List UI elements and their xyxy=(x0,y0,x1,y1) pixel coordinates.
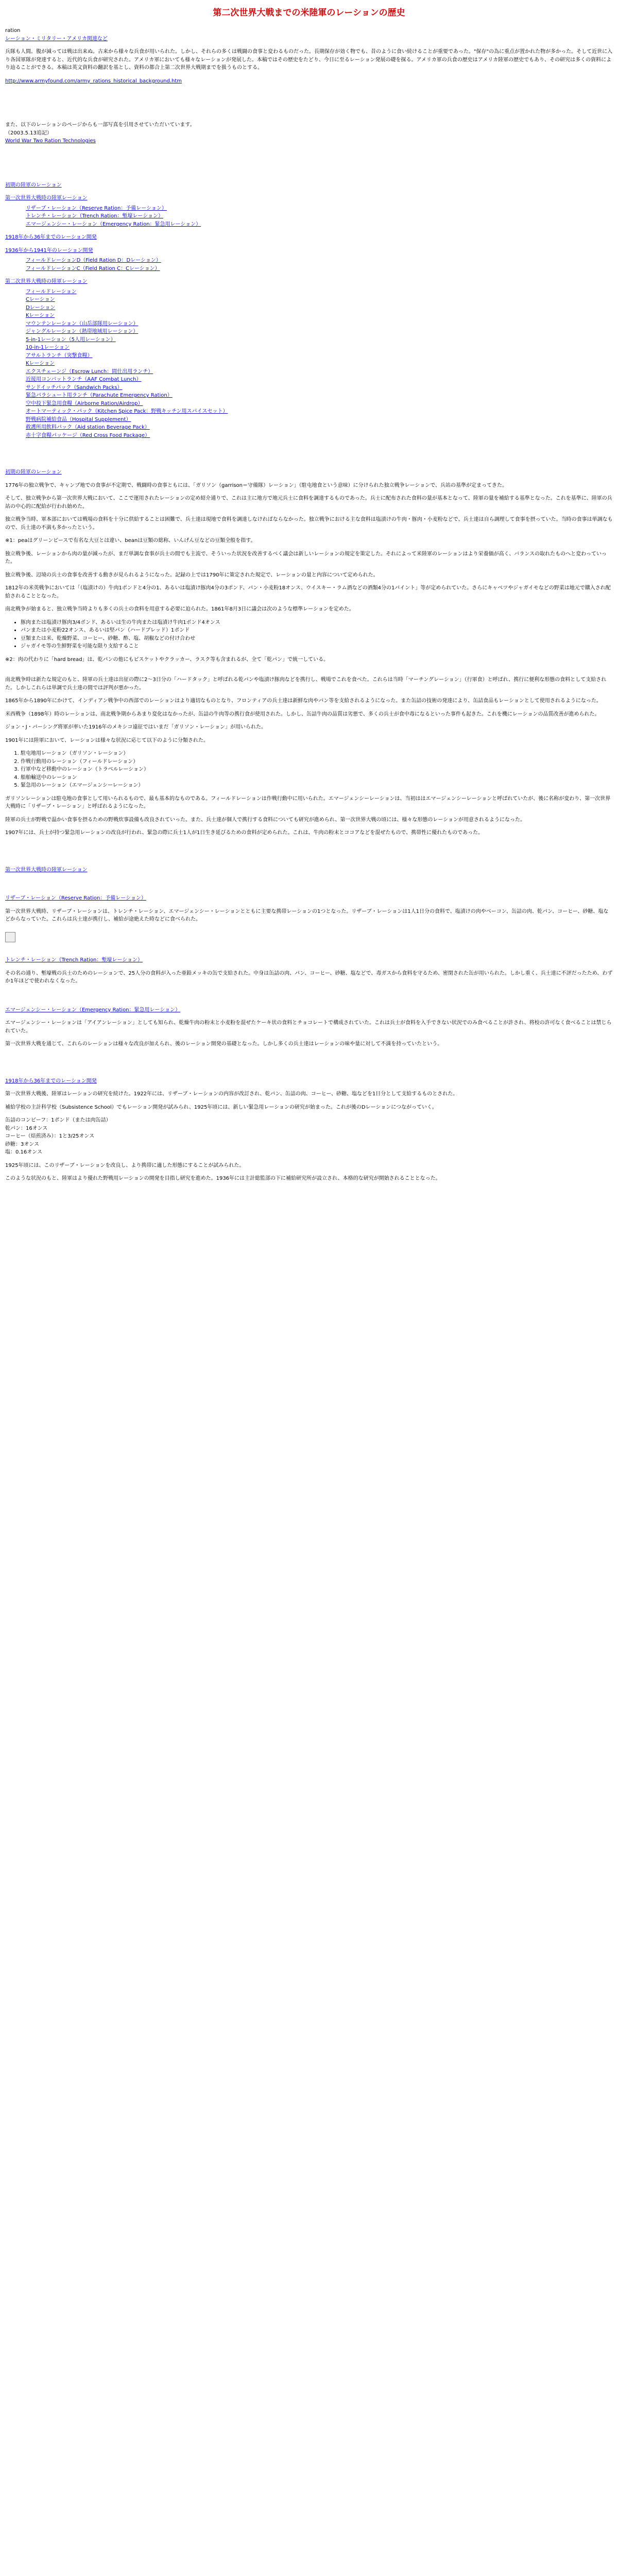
subsection-heading-reserve[interactable]: リザーブ・レーション（Reserve Ration：予備レーション） xyxy=(5,895,146,902)
s1-paragraph: 陸軍の兵士が野戦で温かい食事を摂るための野戦炊事設備も改良されていった。また、兵士達が個人で携行する食料についても研究が進められ、第一次世界大戦の頃には、様々な形態のレーションが用意されるようになった。 xyxy=(5,817,525,823)
toc-link-ww2-item[interactable]: 赤十字食糧パッケージ（Red Cross Food Package） xyxy=(26,432,150,438)
toc-link-ww1[interactable]: 第一次世界大戦時の陸軍レーション xyxy=(5,195,88,201)
toc-link-1918-1936[interactable]: 1918年から36年までのレーション開発 xyxy=(5,234,97,241)
list-item: • 豚肉または塩漬け豚肉3/4ポンド、あるいは生の牛肉または塩漬け牛肉1ポンド4オンス xyxy=(21,619,613,627)
toc-link-ww2-item[interactable]: Dレーション xyxy=(26,304,56,311)
note1-link[interactable]: World War Two Ration Technologies xyxy=(5,138,96,144)
toc-link-ww2-item[interactable]: 近接用コンバットランチ（AAF Combat Lunch） xyxy=(26,377,142,383)
s1-paragraph: 1776年の独立戦争で、キャンプ地での食事が不定期で、戦闘時の食事ともには、「ガリソン（garrison＝守備隊）レーション」（駐屯地食という意味）に分けられた独立戦争レーションで、兵站の基準が定まってきた。 xyxy=(5,482,508,488)
s1-paragraph: ジョン・J・パーシング将軍が率いた1916年のメキシコ遠征ではいまだ「ガリソン・レーション」が用いられた。 xyxy=(5,724,267,731)
section-heading-1918-1936[interactable]: 1918年から36年までのレーション開発 xyxy=(5,1078,97,1084)
s1-ration-categories xyxy=(5,750,613,790)
note1-date: （2003.5.13追記） xyxy=(5,130,52,136)
subsection-heading-emergency[interactable]: エマージェンシー・レーション（Emergency Ration：緊急用レーション） xyxy=(5,1007,181,1013)
toc-link-ww2-item[interactable]: Kレーション xyxy=(26,313,55,319)
toc-link-ww2-item[interactable]: 空中投下緊急用食糧（Airborne Ration/Airdrop） xyxy=(26,400,143,406)
table-of-contents xyxy=(5,181,613,440)
toc-link-ww2-item[interactable]: オートマーティック・パック（Kitchen Spice Pack：野戦キッチン用スパイスセット） xyxy=(26,409,228,415)
document-page xyxy=(0,0,618,1183)
s3-ration-item: 塩：0.16オンス xyxy=(5,1149,42,1156)
toc-link-ww2-item[interactable]: サンドイッチパック（Sandwich Packs） xyxy=(26,384,123,391)
s2-paragraph: エマージェンシー・レーションは「アイアンレーション」としても知られ、乾燥牛肉の粉末と小麦粉を混ぜたケーキ状の食料とチョコレートで構成されていた。これは兵士が食料を入手できない状況でのみ食べることが許され、将校の許可なく食べることは禁じられていた。 xyxy=(5,1020,612,1034)
toc-link-ww2-item[interactable]: マウンテンレーション（山岳部隊用レーション） xyxy=(26,320,139,327)
list-item: 1. 駐屯地用レーション（ガリソン・レーション） xyxy=(21,750,613,758)
toc-link-trench-ration[interactable]: トレンチ・レーション（Trench Ration：塹壕レーション） xyxy=(26,213,163,219)
s1-note: ※2：肉の代わりに「hard bread」は、乾パンの他にもビスケットやクラッカー、ラスク等も含まれるが、全て「乾パン」で統一している。 xyxy=(5,656,329,663)
s1-paragraph: 1907年には、兵士が持つ緊急用レーションの改良が行われ、緊急の際に兵士1人が1日生き延びるための食料が定められた。これは、牛肉の粉末とココアなどを混ぜたもので、携帯性に優れたものであった。 xyxy=(5,830,484,836)
page-title: 第二次世界大戦までの米陸軍のレーションの歴史 xyxy=(213,8,405,18)
toc-section-5 xyxy=(5,278,613,439)
s2-paragraph: 第一次世界大戦時、リザーブ・レーションは、トレンチ・レーション、エマージェンシー・レーションとともに主要な携帯レーションの1つとなった。リザーブ・レーションは1人1日分の食料で、塩漬けの肉やベーコン、缶詰の肉、乾パン、コーヒー、砂糖、塩などからなっていた。これらは兵士達が携行し、補給が途絶えた時などに食べられた。 xyxy=(5,908,609,923)
toc-link-ww2-item[interactable]: エクスチェーンジ（Escrow Lunch：間仕出用ランチ） xyxy=(26,368,153,375)
s1-paragraph: 1865年から1890年にかけて、インディアン戦争中の西部でのレーションはより適切なものとなり、フロンティアの兵士達は新鮮な肉やパン等を支給されるようになった。また缶詰の技術の発達により、缶詰食品もレーションとして使用されるようになった。 xyxy=(5,698,602,704)
s3-paragraph: 1925年頃には、このリザーブ・レーションを改良し、より携帯に適した形態にすることが試みられた。 xyxy=(5,1162,245,1168)
list-item: • パンまたは小麦粉22オンス、あるいは堅パン（ハードブレッド）1ポンド xyxy=(21,626,613,635)
site-subtitle-link[interactable]: レーション・ミリタリー・アメリカ関連など xyxy=(5,36,108,42)
list-item: • ジャガイモ等の生鮮野菜を可能な限り支給すること xyxy=(21,642,613,651)
toc-link-d-ration[interactable]: フィールドレーションD（Field Ration D：Dレーション） xyxy=(26,258,161,264)
s1-bullet-list xyxy=(5,619,613,651)
subsection-heading-trench[interactable]: トレンチ・レーション（Trench Ration：塹壕レーション） xyxy=(5,957,143,963)
s3-ration-item: 缶詰のコンビーフ：1ポンド（または肉缶詰） xyxy=(5,1117,111,1124)
broken-image-icon xyxy=(5,932,15,942)
s2-paragraph: 第一次世界大戦を通じて、これらのレーションは様々な改良が加えられ、後のレーション開発の基礎となった。しかし多くの兵士達はレーションの味や量に対して不満を持っていたという。 xyxy=(5,1041,443,1047)
toc-link-ww2-item[interactable]: 野戦病院補給食品（Hospital Supplement） xyxy=(26,416,131,422)
toc-link-ww2-item[interactable]: ジャングルレーション（熱帯地域用レーション） xyxy=(26,329,139,335)
toc-link-ww2-item[interactable]: 救護所用飲料パック（Aid station Beverage Pack） xyxy=(26,425,150,431)
s1-paragraph: 1812年の米英戦争においては「（塩漬けの）牛肉1ポンドと4分の1、あるいは塩漬け豚肉4分の3ポンド、パン・小麦粉18オンス、ウイスキー・ラム酒などの酒類4分の1パイント」等が定められていた。さらにキャベツやジャガイモなどの野菜は地元で購入され配給されることとなった。 xyxy=(5,585,611,599)
s1-paragraph: 独立戦争当時、軍本部においては戦場の食料を十分に供給することは困難で、兵士達は現地で食料を調達しなければならなかった。独立戦争における主な食料は塩漬けの牛肉・豚肉・小麦粉などで、兵士達は自ら調理して食事を摂っていた。当時の食事は単調なもので、兵士達の不満も多かったという。 xyxy=(5,517,613,531)
toc-section-2 xyxy=(5,194,613,228)
site-name: ration xyxy=(5,28,21,34)
s1-paragraph: 米西戦争（1898年）時のレーションは、南北戦争期からあまり変化はなかったが、缶詰の牛肉等の携行食が使用された。しかし、缶詰牛肉の品質は劣悪で、多くの兵士が食中毒になるといった事件も起きた。これを機にレーションの品質改善が進められた。 xyxy=(5,711,600,717)
toc-link-ww2-item[interactable]: アサルトランチ（突撃食糧） xyxy=(26,352,93,359)
intro-paragraph: 兵隊も人間。腹が減っては戦は出来ぬ。古来から様々な兵食が用いられた。しかし、それらの多くは戦闘の食事と変わるものだった。長期保存が効く物でも、昔のように食い続けることが重要であった。"保存"の為に重点が置かれた物が多かった。そして近世に入り各国軍隊が発達すると、近代的な兵食が研究された。アメリカ軍においても様々なレーションが発展した。本稿ではその歴史をたどり、今日に至るレーション発展の礎を探る。アメリカ軍の兵食の歴史はアメリカ陸軍の歴史でもあり、その研究は多くの資料により辿ることができる。本稿は英文資料の翻訳を基とし、資料の都合上第二次世界大戦期までを扱うものとする。 xyxy=(5,49,613,71)
s3-ration-item: 砂糖：3オンス xyxy=(5,1141,40,1147)
toc-link-ww2-item[interactable]: フィールドレーション xyxy=(26,289,77,295)
list-item: 3. 行軍中など移動中のレーション（トラベルレーション） xyxy=(21,766,613,774)
toc-link-ww2[interactable]: 第二次世界大戦時の陸軍レーション xyxy=(5,279,88,285)
s3-ration-item: コーヒー（焙煎済み）：1と3/25オンス xyxy=(5,1133,95,1140)
s1-footnote: ※1：peaはグリーンピースで有名な大豆とは違い、beanは豆類の総称、いんげん豆などの豆類全般を指す。 xyxy=(5,538,256,544)
s1-paragraph: 南北戦争時は新たな規定のもと、陸軍の兵士達は出征の際に2〜3日分の「ハードタック」と呼ばれる乾パンや塩漬け豚肉などを携行し、戦場でこれを食べた。これらは当時「マーチングレーション」（行軍食）と呼ばれ、携行に便利な形態の食料として支給された。しかしこれらは単調で兵士達の間では評判が悪かった。 xyxy=(5,677,607,691)
list-item: • 豆類または米、乾燥野菜、コーヒー、砂糖、酢、塩、胡椒などの付け合わせ xyxy=(21,635,613,643)
toc-section-3 xyxy=(5,233,613,242)
list-item: 4. 船舶輸送中のレーション xyxy=(21,774,613,782)
section-heading-early[interactable]: 初期の陸軍のレーション xyxy=(5,469,62,476)
toc-link-ww2-item[interactable]: 10-in-1レーション xyxy=(26,345,70,351)
toc-link-ww2-item[interactable]: Cレーション xyxy=(26,297,55,303)
section-heading-ww1[interactable]: 第一次世界大戦時の陸軍レーション xyxy=(5,867,88,873)
s2-paragraph: その名の通り、塹壕戦の兵士のためのレーションで、25人分の食料が入った亜鉛メッキの缶で支給された。中身は缶詰の肉、パン、コーヒー、砂糖、塩などで、毒ガスから食料を守るため、密閉された缶が用いられた。しかし重く、兵士達に不評だったため、わずか1年ほどで使われなくなった。 xyxy=(5,970,613,985)
list-item: 5. 緊急用のレーション（エマージェンシーレーション） xyxy=(21,782,613,790)
toc-link-1936-1941[interactable]: 1936年から1941年のレーション開発 xyxy=(5,247,93,253)
s1-paragraph: 独立戦争後、レーションから肉の量が減ったが、まだ単調な食事が兵士の間でも主流で、そういった状況を改善するべく議会は新しいレーションの規定を策定した。それによって米陸軍のレーションはより栄養価が高く、バランスの取れたものへと変わっていった。 xyxy=(5,551,607,565)
s1-paragraph: 独立戦争後、辺境の兵士の食事を改善する動きが見られるようになった。記録の上では1790年に策定された規定で、レーションの量と内容について定められた。 xyxy=(5,572,379,578)
toc-link-ww2-item[interactable]: 緊急パラシュート用ランチ（Parachute Emergency Ration） xyxy=(26,393,173,399)
toc-link-ww2-item[interactable]: Kレーション xyxy=(26,361,55,367)
s1-paragraph: ガリソンレーションは駐屯地の食事として用いられるもので、最も基本的なものである。フィールドレーションは作戦行動中に用いられた。エマージェンシーレーションは、当初ははエマージェンシーレーションと呼ばれていたが、後に名称が変わり、第一次世界大戦時に「リザーブ・レーション」と呼ばれるようになった。 xyxy=(5,795,611,810)
toc-section-4 xyxy=(5,247,613,273)
toc-link-emergency-ration[interactable]: エマージェンシー・レーション（Emergency Ration：緊急用レーション） xyxy=(26,221,201,227)
toc-link-early-rations[interactable]: 初期の陸軍のレーション xyxy=(5,182,62,188)
note1-text: また、以下のレーションのページからも一部写真を引用させていただいています。 xyxy=(5,122,195,128)
toc-section-1 xyxy=(5,181,613,190)
s1-paragraph: 南北戦争が始まると、独立戦争当時よりも多くの兵士の食料を用意する必要に迫られた。1861年8月3日に議会は次のような標準レーションを定めた。 xyxy=(5,606,354,613)
toc-link-reserve-ration[interactable]: リザーブ・レーション（Reserve Ration：予備レーション） xyxy=(26,205,167,211)
s1-paragraph: 1901年には陸軍において、レーションは様々な状況に応じて以下のように分類された。 xyxy=(5,737,209,743)
s3-paragraph: 補給学校の主計科学校（Subsistence School）でもレーション開発が試みられ、1925年頃には、新しい緊急用レーションの研究が始まった。これが後のDレーションにつながっていく。 xyxy=(5,1104,437,1110)
source-url-link[interactable]: http://www.armyfound.com/army_rations_historical_background.htm xyxy=(5,78,182,84)
toc-link-c-ration[interactable]: フィールドレーションC（Field Ration C：Cレーション） xyxy=(26,265,160,272)
s3-paragraph: 第一次世界大戦後、陸軍はレーションの研究を続けた。1922年には、リザーブ・レーションの内容が改訂され、乾パン、缶詰の肉、コーヒー、砂糖、塩などを1日分として支給するものとされた。 xyxy=(5,1091,458,1097)
toc-link-ww2-item[interactable]: 5-in-1レーション（5人用レーション） xyxy=(26,336,116,343)
s3-paragraph: このような状況のもと、陸軍はより優れた野戦用レーションの開発を目指し研究を進めた。1936年には主計総監部の下に補給研究所が設立され、本格的な研究が開始されることとなった。 xyxy=(5,1176,441,1182)
s1-paragraph: そして、独立戦争から第一次世界大戦において、ここで運用されたレーションの定め紹介通りで、これは主に地方で地元兵士に食料を調達するものであった。兵士に配布された食料の量が基本となって、陸軍の量を補給する基準となった。これを基準に、陸軍の兵站の中心的に配給が行われ始めた。 xyxy=(5,496,612,510)
list-item: 2. 作戦行動用のレーション（フィールドレーション） xyxy=(21,758,613,766)
s3-ration-item: 乾パン：16オンス xyxy=(5,1125,48,1131)
